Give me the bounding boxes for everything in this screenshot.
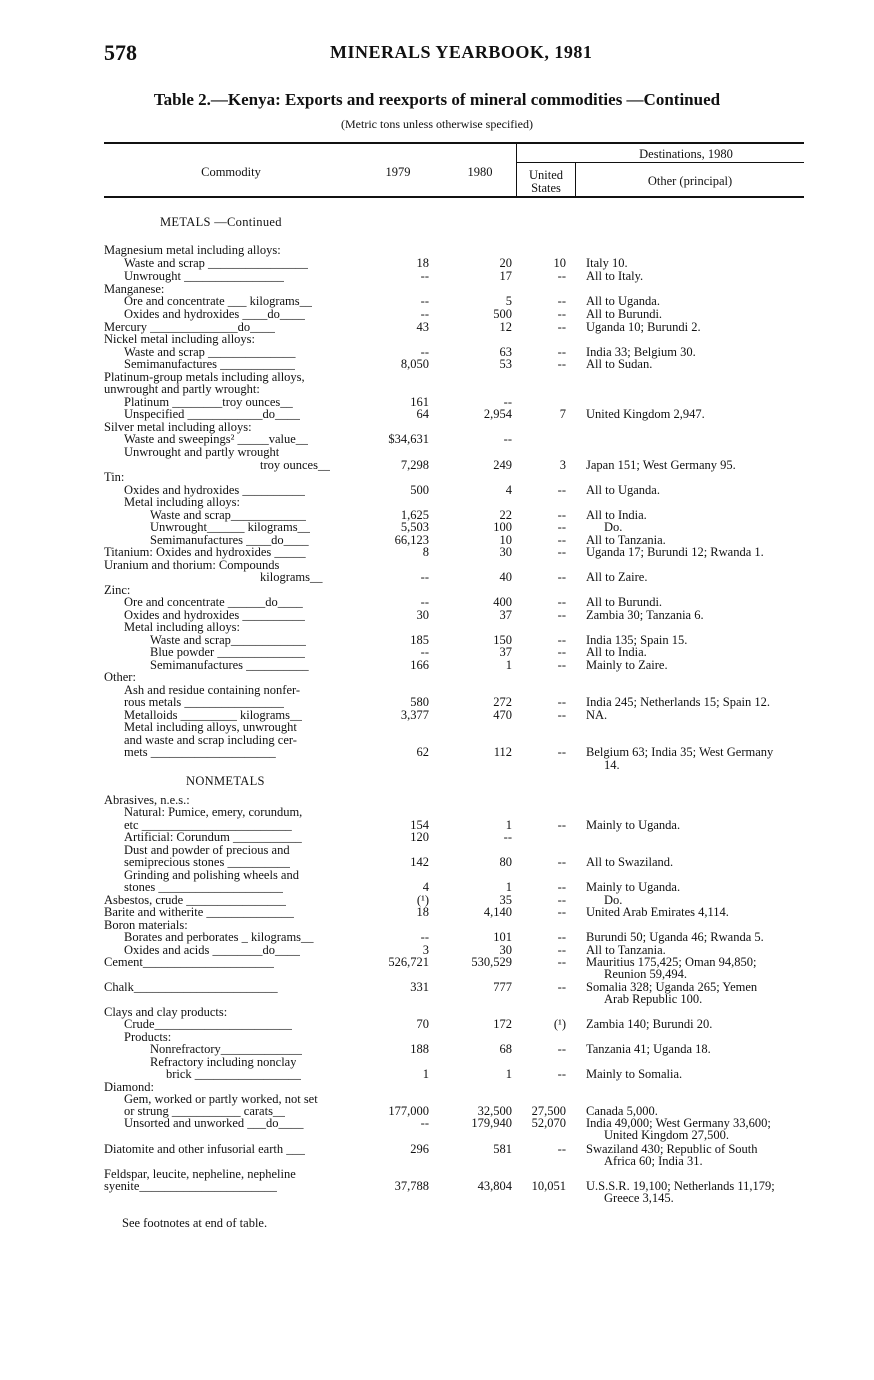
value-1979: 120 (410, 830, 429, 844)
value-1980: 30 (499, 943, 512, 957)
value-1979: 526,721 (388, 955, 429, 969)
commodity-label: Refractory including nonclay (150, 1056, 297, 1069)
value-united-states: (¹) (553, 1017, 566, 1031)
value-1980: 179,940 (471, 1116, 512, 1130)
value-united-states: -- (557, 955, 566, 969)
commodity-label: semiprecious stones __________ (124, 856, 290, 869)
value-1980: 1 (505, 658, 512, 672)
other-destinations: United Kingdom 27,500. (604, 1128, 729, 1142)
table-row (0, 295, 874, 309)
value-1980: 150 (493, 633, 512, 647)
table-row (0, 244, 874, 258)
table-row (0, 546, 874, 560)
other-destinations: Burundi 50; Uganda 46; Rwanda 5. (586, 930, 764, 944)
value-1979: 37,788 (394, 1179, 429, 1193)
value-1980: 10 (499, 533, 512, 547)
value-1979: 3 (422, 943, 429, 957)
value-1979: 177,000 (388, 1104, 429, 1118)
commodity-label: Diatomite and other infusorial earth ___ (104, 1143, 305, 1156)
value-1980: 32,500 (477, 1104, 512, 1118)
value-1980: 249 (493, 458, 512, 472)
commodity-label: Waste and scrap____________ (150, 509, 306, 522)
commodity-label: Cement_____________________ (104, 956, 275, 969)
table-row (0, 521, 874, 535)
commodity-label: Semimanufactures ____________ (124, 358, 296, 371)
commodity-label: Chalk_______________________ (104, 981, 278, 994)
value-1980: -- (503, 432, 512, 446)
table-row (0, 671, 874, 685)
commodity-label: Semimanufactures ____do____ (150, 534, 309, 547)
value-1979: -- (420, 269, 429, 283)
value-united-states: 3 (559, 458, 566, 472)
commodity-label: Gem, worked or partly worked, not set (124, 1093, 318, 1106)
commodity-label: Borates and perborates _ kilograms__ (124, 931, 314, 944)
table-row (0, 257, 874, 271)
value-1979: 18 (416, 256, 429, 270)
value-1980: -- (503, 830, 512, 844)
value-1980: 80 (499, 855, 512, 869)
value-1980: 12 (499, 320, 512, 334)
value-1979: 18 (416, 905, 429, 919)
commodity-label: Semimanufactures __________ (150, 659, 309, 672)
commodity-label: Waste and sweepings² _____value__ (124, 433, 309, 446)
commodity-label: Oxides and hydroxides __________ (124, 609, 305, 622)
commodity-label: brick _________________ (166, 1068, 302, 1081)
commodity-label: mets ____________________ (124, 746, 276, 759)
value-1980: 1 (505, 880, 512, 894)
value-united-states: 52,070 (531, 1116, 566, 1130)
value-1979: -- (420, 345, 429, 359)
value-1980: 20 (499, 256, 512, 270)
commodity-label: or strung ___________ carats__ (124, 1105, 286, 1118)
value-1979: 62 (416, 745, 429, 759)
other-destinations: All to Burundi. (586, 595, 663, 609)
value-united-states: -- (557, 695, 566, 709)
commodity-label: Crude______________________ (124, 1018, 293, 1031)
other-destinations: India 245; Netherlands 15; Spain 12. (586, 695, 770, 709)
commodity-label: kilograms__ (260, 571, 323, 584)
other-destinations: Canada 5,000. (586, 1104, 658, 1118)
commodity-label: Metal including alloys, unwrought (124, 721, 297, 734)
other-destinations: Mainly to Zaire. (586, 658, 668, 672)
value-1979: 66,123 (394, 533, 429, 547)
table-row (0, 1018, 874, 1032)
table-row (0, 621, 874, 635)
header-other-principal: Other (principal) (647, 174, 733, 188)
value-united-states: -- (557, 545, 566, 559)
commodity-label: Dust and powder of precious and (124, 844, 290, 857)
commodity-label: Diamond: (104, 1081, 154, 1094)
other-destinations: All to India. (586, 508, 647, 522)
table-row (0, 1129, 874, 1143)
value-1979: 142 (410, 855, 429, 869)
other-destinations: All to Zaire. (586, 570, 648, 584)
value-1980: 37 (499, 645, 512, 659)
table-row (0, 333, 874, 347)
header-1979: 1979 (385, 165, 411, 179)
other-destinations: Italy 10. (586, 256, 628, 270)
commodity-label: Unwrought______ kilograms__ (150, 521, 311, 534)
other-destinations: Do. (604, 893, 623, 907)
value-1979: 3,377 (400, 708, 429, 722)
value-united-states: -- (557, 294, 566, 308)
value-1980: 22 (499, 508, 512, 522)
value-united-states: -- (557, 893, 566, 907)
value-1980: 500 (493, 307, 512, 321)
value-1979: -- (420, 307, 429, 321)
commodity-label: Unsorted and unworked ___do____ (124, 1117, 304, 1130)
commodity-label: stones ____________________ (124, 881, 284, 894)
value-united-states: -- (557, 658, 566, 672)
commodity-label: Ash and residue containing nonfer- (124, 684, 301, 697)
value-1980: 17 (499, 269, 512, 283)
other-destinations: Uganda 17; Burundi 12; Rwanda 1. (586, 545, 764, 559)
value-1979: 64 (416, 407, 429, 421)
value-united-states: -- (557, 645, 566, 659)
commodity-label: Grinding and polishing wheels and (124, 869, 299, 882)
commodity-label: Metal including alloys: (124, 621, 240, 634)
table-subtitle: (Metric tons unless otherwise specified) (341, 117, 533, 131)
value-1979: -- (420, 930, 429, 944)
table-row (0, 1068, 874, 1082)
other-destinations: All to Uganda. (586, 483, 660, 497)
value-united-states: -- (557, 307, 566, 321)
other-destinations: Zambia 30; Tanzania 6. (586, 608, 704, 622)
commodity-label: Unwrought ________________ (124, 270, 285, 283)
value-1980: 5 (505, 294, 512, 308)
value-1979: 7,298 (400, 458, 429, 472)
other-destinations: Tanzania 41; Uganda 18. (586, 1042, 711, 1056)
value-1980: 470 (493, 708, 512, 722)
commodity-label: Nickel metal including alloys: (104, 333, 256, 346)
table-row (0, 906, 874, 920)
header-1980: 1980 (467, 165, 493, 179)
other-destinations: Somalia 328; Uganda 265; Yemen (586, 980, 758, 994)
value-1980: 53 (499, 357, 512, 371)
value-united-states: -- (557, 880, 566, 894)
value-united-states: 10 (553, 256, 566, 270)
value-united-states: -- (557, 905, 566, 919)
other-destinations: All to Uganda. (586, 294, 660, 308)
section-metals: METALS —Continued (160, 215, 282, 229)
value-1979: 331 (410, 980, 429, 994)
header-us-line1: United (528, 168, 564, 182)
commodity-label: Platinum ________troy ounces__ (124, 396, 293, 409)
commodity-label: Artificial: Corundum ___________ (124, 831, 302, 844)
value-1979: 580 (410, 695, 429, 709)
other-destinations: Africa 60; India 31. (604, 1154, 703, 1168)
value-1979: 296 (410, 1142, 429, 1156)
commodity-label: Metalloids _________ kilograms__ (124, 709, 303, 722)
value-united-states: -- (557, 533, 566, 547)
value-1980: 63 (499, 345, 512, 359)
commodity-label: Mercury ______________do____ (104, 321, 276, 334)
commodity-label: Uranium and thorium: Compounds (104, 559, 280, 572)
value-1979: 1,625 (400, 508, 429, 522)
value-united-states: -- (557, 818, 566, 832)
table-row (0, 270, 874, 284)
other-destinations: United Kingdom 2,947. (586, 407, 705, 421)
value-1980: 530,529 (471, 955, 512, 969)
value-1979: 43 (416, 320, 429, 334)
value-1980: 581 (493, 1142, 512, 1156)
other-destinations: Swaziland 430; Republic of South (586, 1142, 758, 1156)
commodity-label: Barite and witherite ______________ (104, 906, 294, 919)
commodity-label: Clays and clay products: (104, 1006, 228, 1019)
other-destinations: All to Italy. (586, 269, 644, 283)
table-row (0, 496, 874, 510)
page-number: 578 (104, 40, 137, 65)
table-row (0, 746, 874, 760)
value-1980: 100 (493, 520, 512, 534)
value-united-states: -- (557, 595, 566, 609)
commodity-label: Oxides and hydroxides ____do____ (124, 308, 305, 321)
value-1979: 5,503 (400, 520, 429, 534)
value-1980: 40 (499, 570, 512, 584)
other-destinations: Japan 151; West Germany 95. (586, 458, 736, 472)
value-1980: 4,140 (483, 905, 512, 919)
other-destinations: United Arab Emirates 4,114. (586, 905, 729, 919)
other-destinations: All to Swaziland. (586, 855, 674, 869)
value-1980: 30 (499, 545, 512, 559)
value-united-states: -- (557, 930, 566, 944)
value-1979: -- (420, 595, 429, 609)
value-1980: 2,954 (483, 407, 512, 421)
other-destinations: Mainly to Uganda. (586, 880, 681, 894)
commodity-label: Natural: Pumice, emery, corundum, (124, 806, 303, 819)
value-1979: 188 (410, 1042, 429, 1056)
commodity-label: Manganese: (104, 283, 165, 296)
value-united-states: -- (557, 745, 566, 759)
commodity-label: Other: (104, 671, 136, 684)
table-row (0, 856, 874, 870)
table-row (0, 931, 874, 945)
commodity-label: Silver metal including alloys: (104, 421, 252, 434)
value-united-states: -- (557, 980, 566, 994)
commodity-label: Nonrefractory_____________ (150, 1043, 303, 1056)
commodity-label: Unspecified ____________do____ (124, 408, 301, 421)
value-1980: 4 (505, 483, 512, 497)
value-1980: 68 (499, 1042, 512, 1056)
header-destinations: Destinations, 1980 (639, 147, 733, 161)
other-destinations: 14. (604, 758, 620, 772)
other-destinations: All to Sudan. (586, 357, 653, 371)
other-destinations: Greece 3,145. (604, 1191, 674, 1205)
commodity-label: Oxides and acids ________do____ (124, 944, 301, 957)
table-row (0, 696, 874, 710)
value-united-states: 27,500 (531, 1104, 566, 1118)
value-1979: 8 (422, 545, 429, 559)
value-1979: 185 (410, 633, 429, 647)
table-row (0, 596, 874, 610)
other-destinations: Belgium 63; India 35; West Germany (586, 745, 774, 759)
commodity-label: Unwrought and partly wrought (124, 446, 280, 459)
table-row (0, 358, 874, 372)
value-1980: 37 (499, 608, 512, 622)
value-united-states: -- (557, 320, 566, 334)
table-row (0, 993, 874, 1007)
other-destinations: All to India. (586, 645, 647, 659)
commodity-label: syenite______________________ (104, 1180, 277, 1193)
value-united-states: 7 (559, 407, 566, 421)
value-1980: 1 (505, 1067, 512, 1081)
value-1980: 172 (493, 1017, 512, 1031)
value-1980: 1 (505, 818, 512, 832)
value-1979: -- (420, 645, 429, 659)
commodity-label: Waste and scrap ________________ (124, 257, 309, 270)
value-1979: 166 (410, 658, 429, 672)
commodity-label: Ore and concentrate ______do____ (124, 596, 303, 609)
table-row (0, 721, 874, 735)
header-commodity: Commodity (201, 165, 261, 179)
commodity-label: Feldspar, leucite, nepheline, nepheline (104, 1168, 296, 1181)
value-united-states: -- (557, 608, 566, 622)
table-row (0, 471, 874, 485)
value-1979: (¹) (416, 893, 429, 907)
commodity-label: Boron materials: (104, 919, 188, 932)
table-row (0, 881, 874, 895)
value-united-states: -- (557, 345, 566, 359)
table-row (0, 1192, 874, 1206)
value-1980: 272 (493, 695, 512, 709)
table-row (0, 759, 874, 773)
commodity-label: Oxides and hydroxides __________ (124, 484, 305, 497)
other-destinations: Arab Republic 100. (604, 992, 703, 1006)
table-row (0, 308, 874, 322)
value-1980: -- (503, 395, 512, 409)
commodity-label: Waste and scrap____________ (150, 634, 306, 647)
commodity-label: Platinum-group metals including alloys, (104, 371, 305, 384)
commodity-label: Zinc: (104, 584, 131, 597)
table-row (0, 806, 874, 820)
value-1980: 35 (499, 893, 512, 907)
commodity-label: Titanium: Oxides and hydroxides _____ (104, 546, 306, 559)
commodity-label: Abrasives, n.e.s.: (104, 794, 190, 807)
header-us-line2: States (531, 181, 561, 195)
value-united-states: -- (557, 633, 566, 647)
table-row (0, 433, 874, 447)
commodity-label: Tin: (104, 471, 125, 484)
commodity-label: Magnesium metal including alloys: (104, 244, 281, 257)
value-1979: 4 (422, 880, 429, 894)
commodity-label: troy ounces__ (260, 459, 331, 472)
other-destinations: Reunion 59,494. (604, 967, 687, 981)
other-destinations: India 49,000; West Germany 33,600; (586, 1116, 771, 1130)
value-1979: 500 (410, 483, 429, 497)
table-row (0, 646, 874, 660)
running-title: MINERALS YEARBOOK, 1981 (330, 42, 593, 62)
other-destinations: Zambia 140; Burundi 20. (586, 1017, 713, 1031)
value-1979: -- (420, 1116, 429, 1130)
table-row (0, 383, 874, 397)
table-row (0, 831, 874, 845)
other-destinations: Mauritius 175,425; Oman 94,850; (586, 955, 757, 969)
value-1979: 154 (410, 818, 429, 832)
value-united-states: -- (557, 708, 566, 722)
commodity-label: etc ________________________ (124, 819, 292, 832)
other-destinations: India 33; Belgium 30. (586, 345, 696, 359)
other-destinations: Mainly to Somalia. (586, 1067, 683, 1081)
value-1980: 101 (493, 930, 512, 944)
table-row (0, 408, 874, 422)
other-destinations: Uganda 10; Burundi 2. (586, 320, 701, 334)
value-1979: -- (420, 570, 429, 584)
value-united-states: 10,051 (531, 1179, 566, 1193)
value-1979: 161 (410, 395, 429, 409)
section-nonmetals: NONMETALS (186, 774, 265, 788)
value-1979: $34,631 (388, 432, 429, 446)
commodity-label: and waste and scrap including cer- (124, 734, 297, 747)
value-united-states: -- (557, 508, 566, 522)
value-united-states: -- (557, 1042, 566, 1056)
commodity-label: Ore and concentrate ___ kilograms__ (124, 295, 313, 308)
commodity-label: unwrought and partly wrought: (104, 383, 260, 396)
other-destinations: All to Burundi. (586, 307, 663, 321)
value-united-states: -- (557, 1142, 566, 1156)
commodity-label: Waste and scrap ______________ (124, 346, 296, 359)
value-1979: 70 (416, 1017, 429, 1031)
other-destinations: NA. (586, 708, 608, 722)
commodity-label: Blue powder ______________ (150, 646, 305, 659)
table-row (0, 1043, 874, 1057)
table-row (0, 446, 874, 460)
value-united-states: -- (557, 570, 566, 584)
value-1980: 112 (493, 745, 512, 759)
other-destinations: Do. (604, 520, 623, 534)
value-1979: 30 (416, 608, 429, 622)
table-row (0, 1155, 874, 1169)
value-1979: -- (420, 294, 429, 308)
table-row (0, 571, 874, 585)
table-title: Table 2.—Kenya: Exports and reexports of mineral commodities —Continued (153, 90, 721, 109)
other-destinations: All to Tanzania. (586, 533, 666, 547)
other-destinations: U.S.S.R. 19,100; Netherlands 11,179; (586, 1179, 775, 1193)
value-united-states: -- (557, 855, 566, 869)
value-1980: 777 (493, 980, 512, 994)
value-1979: 8,050 (400, 357, 429, 371)
commodity-label: rous metals ________________ (124, 696, 285, 709)
value-united-states: -- (557, 357, 566, 371)
commodity-label: Products: (124, 1031, 172, 1044)
value-united-states: -- (557, 520, 566, 534)
value-united-states: -- (557, 943, 566, 957)
other-destinations: All to Tanzania. (586, 943, 666, 957)
value-united-states: -- (557, 483, 566, 497)
value-united-states: -- (557, 1067, 566, 1081)
footnote: See footnotes at end of table. (122, 1216, 268, 1230)
value-1980: 400 (493, 595, 512, 609)
value-united-states: -- (557, 269, 566, 283)
other-destinations: India 135; Spain 15. (586, 633, 688, 647)
commodity-label: Asbestos, crude ________________ (104, 894, 287, 907)
value-1980: 43,804 (477, 1179, 512, 1193)
value-1979: 1 (422, 1067, 429, 1081)
commodity-label: Metal including alloys: (124, 496, 240, 509)
other-destinations: Mainly to Uganda. (586, 818, 681, 832)
